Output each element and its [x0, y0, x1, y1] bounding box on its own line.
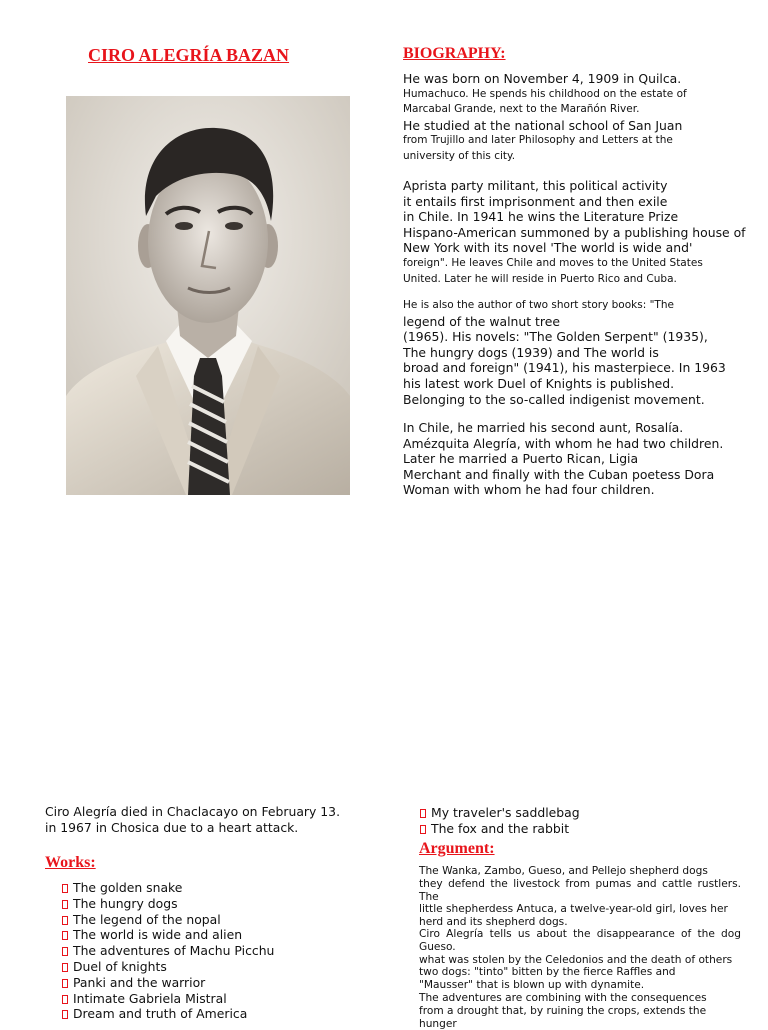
bio-line: his latest work Duel of Knights is published.	[403, 375, 675, 391]
bio-line: in Chile. In 1941 he wins the Literature Prize	[403, 209, 679, 225]
bullet-icon	[62, 947, 68, 956]
death-line: Ciro Alegría died in Chaclacayo on February 13.	[45, 804, 341, 819]
argument-line: The Wanka, Zambo, Gueso, and Pellejo shepherd dogs	[419, 865, 708, 877]
bio-paragraph-works	[403, 298, 755, 407]
list-item	[62, 975, 362, 991]
work-title: Dream and truth of America	[73, 1006, 248, 1022]
bio-line: university of this city.	[403, 149, 516, 162]
bio-line: New York with its novel 'The world is wide and'	[403, 240, 693, 256]
bio-line: Belonging to the so-called indigenist movement.	[403, 391, 705, 407]
list-item	[62, 912, 362, 928]
bullet-icon	[420, 809, 426, 818]
bio-line: it entails first imprisonment and then exile	[403, 193, 668, 209]
argument-paragraph-1	[419, 865, 741, 929]
bio-paragraph-birth	[403, 71, 755, 165]
work-title: The golden snake	[73, 880, 183, 895]
bullet-icon	[62, 900, 68, 909]
list-item	[62, 943, 362, 959]
bio-line: legend of the walnut tree	[403, 313, 560, 329]
list-item	[62, 1006, 362, 1022]
bullet-icon	[62, 931, 68, 940]
bio-line: broad and foreign" (1941), his masterpiece. In 1963	[403, 360, 726, 376]
bullet-icon	[62, 916, 68, 925]
bio-paragraph-family	[403, 420, 755, 498]
bio-line: In Chile, he married his second aunt, Rosalía.	[403, 420, 684, 435]
list-item	[420, 805, 750, 821]
works-list	[62, 880, 362, 1022]
argument-heading: Argument:	[419, 840, 495, 857]
bio-line: foreign". He leaves Chile and moves to the United States	[403, 256, 703, 269]
work-title: Intimate Gabriela Mistral	[73, 990, 227, 1006]
list-item	[420, 821, 750, 837]
argument-line: what was stolen by the Celedonios and the death of others	[419, 953, 733, 966]
bio-line: Aprista party militant, this political activity	[403, 178, 668, 193]
list-item	[62, 927, 362, 943]
portrait-illustration	[66, 96, 350, 495]
argument-line: little shepherdess Antuca, a twelve-year-old girl, loves her	[419, 903, 728, 916]
work-title: The fox and the rabbit	[431, 820, 570, 836]
death-note	[45, 804, 365, 836]
work-title: The adventures of Machu Picchu	[73, 943, 275, 959]
bullet-icon	[420, 825, 426, 834]
bio-line: Amézquita Alegría, with whom he had two children.	[403, 435, 724, 451]
work-title: The world is wide and alien	[73, 927, 243, 943]
work-title: The hungry dogs	[73, 895, 178, 911]
bio-line: United. Later he will reside in Puerto Rico and Cuba.	[403, 272, 677, 285]
bullet-icon	[62, 1010, 68, 1019]
argument-line: from a drought that, by ruining the crops, extends the	[419, 1004, 707, 1017]
argument-line: herd and its shepherd dogs.	[419, 916, 568, 929]
work-title: Panki and the warrior	[73, 974, 206, 990]
bio-line: Merchant and finally with the Cuban poetess Dora	[403, 466, 715, 482]
bio-line: He studied at the national school of San Juan	[403, 117, 683, 133]
argument-line: two dogs: "tinto" bitten by the fierce Raffles and	[419, 966, 676, 979]
bio-line: Marcabal Grande, next to the Marañón River.	[403, 103, 640, 116]
bio-line: Woman with whom he had four children.	[403, 482, 655, 498]
bullet-icon	[62, 979, 68, 988]
list-item	[62, 880, 362, 896]
work-title: My traveler's saddlebag	[431, 805, 580, 820]
work-title: The legend of the nopal	[73, 911, 221, 927]
page-title: CIRO ALEGRÍA BAZAN	[88, 45, 290, 65]
bio-paragraph-politics	[403, 178, 755, 287]
bio-line: He is also the author of two short story books: "The	[403, 299, 674, 311]
death-line: in 1967 in Chosica due to a heart attack.	[45, 820, 299, 835]
argument-paragraph-3	[419, 992, 741, 1030]
bullet-icon	[62, 884, 68, 893]
bio-line: Later he married a Puerto Rican, Ligia	[403, 451, 639, 467]
works-heading: Works:	[45, 854, 96, 871]
list-item	[62, 991, 362, 1007]
bio-line: (1965). His novels: "The Golden Serpent" (1935),	[403, 329, 708, 345]
bio-line: from Trujillo and later Philosophy and Letters at the	[403, 134, 673, 147]
bio-line: He was born on November 4, 1909 in Quilca.	[403, 71, 682, 86]
argument-paragraph-2	[419, 928, 741, 992]
work-title: Duel of knights	[73, 958, 167, 974]
portrait-photo	[66, 96, 350, 495]
biography-heading: BIOGRAPHY:	[403, 45, 506, 62]
works-continued-list	[420, 805, 750, 837]
bio-line: Humachuco. He spends his childhood on the estate of	[403, 87, 687, 100]
argument-line: they defend the livestock from pumas and cattle rustlers. The	[419, 877, 741, 903]
bio-line: The hungry dogs (1939) and The world is	[403, 344, 659, 360]
argument-line: Ciro Alegría tells us about the disappearance of the dog Gueso.	[419, 928, 741, 953]
argument-line: The adventures are combining with the consequences	[419, 992, 707, 1004]
bio-line: Hispano-American summoned by a publishing house of	[403, 224, 746, 240]
list-item	[62, 896, 362, 912]
bullet-icon	[62, 963, 68, 972]
list-item	[62, 959, 362, 975]
bullet-icon	[62, 995, 68, 1004]
argument-line: hunger	[419, 1017, 457, 1030]
argument-line: "Mausser" that is blown up with dynamite.	[419, 979, 645, 992]
